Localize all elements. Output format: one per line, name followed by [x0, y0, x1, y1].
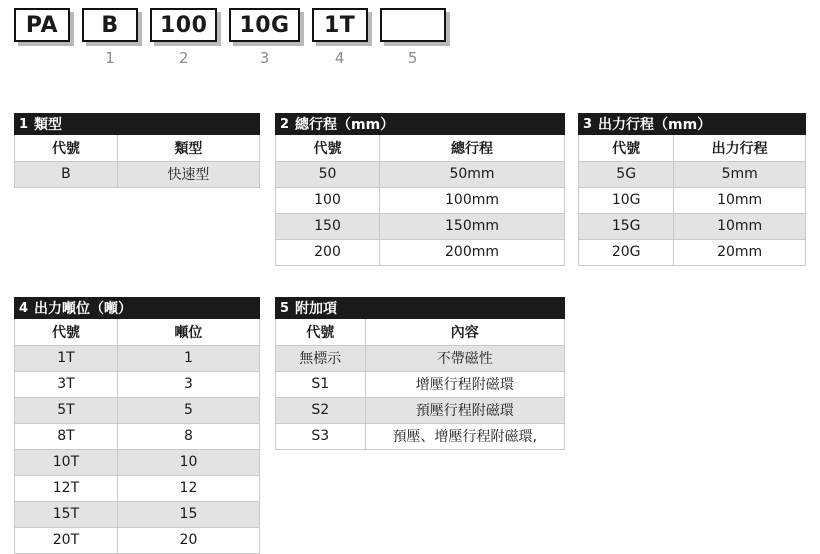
table-row	[276, 345, 565, 371]
table-column-header-row	[15, 319, 260, 345]
model-code-cell	[229, 8, 299, 67]
model-code-index: 2	[178, 49, 189, 67]
spec-table	[14, 135, 260, 188]
model-code-box	[380, 8, 446, 42]
table-cell: 不帶磁性	[365, 345, 564, 371]
table-title: 出力行程（mm）	[598, 117, 712, 133]
table-index: 2	[280, 116, 290, 132]
column-header: 代號	[15, 319, 118, 345]
table-index: 3	[583, 116, 593, 132]
table-cell: 無標示	[276, 345, 366, 371]
spec-table	[578, 135, 806, 266]
table-row	[15, 161, 260, 187]
table-cell: 50mm	[380, 161, 565, 187]
table-cell: 10T	[15, 449, 118, 475]
table-row	[15, 423, 260, 449]
table-cell: 5T	[15, 397, 118, 423]
model-code-box: 100	[150, 8, 217, 42]
spec-table-total-stroke	[275, 113, 565, 266]
table-row	[15, 397, 260, 423]
table-row	[15, 371, 260, 397]
table-cell: 1	[117, 345, 259, 371]
table-row	[276, 239, 565, 265]
model-code-box: 1T	[312, 8, 368, 42]
table-row	[15, 501, 260, 527]
table-cell: 快速型	[117, 161, 259, 187]
spec-table	[275, 135, 565, 266]
model-code-cell	[150, 8, 217, 67]
table-cell: 200mm	[380, 239, 565, 265]
table-header-bar	[14, 297, 260, 319]
table-title: 類型	[34, 117, 63, 133]
table-column-header-row	[15, 135, 260, 161]
table-cell: S1	[276, 371, 366, 397]
table-column-header-row	[276, 319, 565, 345]
table-cell: 150mm	[380, 213, 565, 239]
column-header: 類型	[117, 135, 259, 161]
table-cell: 5mm	[674, 161, 806, 187]
table-row	[276, 187, 565, 213]
model-code-row	[14, 8, 458, 67]
table-index: 1	[19, 116, 29, 132]
model-code-index: 5	[407, 49, 418, 67]
table-index: 5	[280, 300, 290, 316]
column-header: 出力行程	[674, 135, 806, 161]
model-code-box: B	[82, 8, 138, 42]
table-cell: 200	[276, 239, 380, 265]
table-cell: 20mm	[674, 239, 806, 265]
table-cell: 50	[276, 161, 380, 187]
table-cell: 15G	[579, 213, 674, 239]
table-column-header-row	[276, 135, 565, 161]
table-header-bar	[275, 113, 565, 135]
table-row	[276, 161, 565, 187]
table-cell: 預壓、增壓行程附磁環,	[365, 423, 564, 449]
table-index: 4	[19, 300, 29, 316]
model-code-index: 4	[334, 49, 345, 67]
table-row	[276, 397, 565, 423]
table-cell: 3	[117, 371, 259, 397]
spec-table-type	[14, 113, 260, 188]
table-cell: 15T	[15, 501, 118, 527]
table-cell: 5G	[579, 161, 674, 187]
table-row	[579, 213, 806, 239]
table-header-bar	[14, 113, 260, 135]
spec-table-output-tonnage	[14, 297, 260, 554]
table-row	[276, 423, 565, 449]
table-cell: 20T	[15, 527, 118, 553]
column-header: 內容	[365, 319, 564, 345]
spec-table	[14, 319, 260, 554]
table-row	[15, 475, 260, 501]
table-row	[15, 449, 260, 475]
table-cell: 12	[117, 475, 259, 501]
column-header: 總行程	[380, 135, 565, 161]
column-header: 代號	[276, 319, 366, 345]
table-title: 出力噸位（噸）	[34, 301, 133, 317]
table-cell: 100	[276, 187, 380, 213]
model-code-index: 3	[259, 49, 270, 67]
table-cell: 8	[117, 423, 259, 449]
table-column-header-row	[579, 135, 806, 161]
column-header: 代號	[276, 135, 380, 161]
table-cell: S2	[276, 397, 366, 423]
table-row	[276, 371, 565, 397]
column-header: 代號	[15, 135, 118, 161]
column-header: 代號	[579, 135, 674, 161]
column-header: 噸位	[117, 319, 259, 345]
table-cell: 1T	[15, 345, 118, 371]
model-code-cell	[312, 8, 368, 67]
model-code-cell	[82, 8, 138, 67]
table-title: 附加項	[295, 301, 338, 317]
table-cell: 3T	[15, 371, 118, 397]
model-code-cell	[14, 8, 70, 49]
spec-table-options	[275, 297, 565, 450]
spec-table-output-stroke	[578, 113, 806, 266]
table-cell: 10	[117, 449, 259, 475]
table-cell: 20G	[579, 239, 674, 265]
table-cell: 預壓行程附磁環	[365, 397, 564, 423]
spec-table	[275, 319, 565, 450]
table-cell: 8T	[15, 423, 118, 449]
model-code-index: 1	[105, 49, 115, 67]
table-cell: B	[15, 161, 118, 187]
table-cell: 15	[117, 501, 259, 527]
model-code-box: PA	[14, 8, 70, 42]
model-code-box: 10G	[229, 8, 299, 42]
table-cell: 增壓行程附磁環	[365, 371, 564, 397]
table-cell: 5	[117, 397, 259, 423]
table-row	[15, 527, 260, 553]
table-header-bar	[275, 297, 565, 319]
table-cell: 100mm	[380, 187, 565, 213]
table-cell: 10mm	[674, 187, 806, 213]
table-cell: S3	[276, 423, 366, 449]
table-cell: 10G	[579, 187, 674, 213]
table-cell: 150	[276, 213, 380, 239]
table-row	[276, 213, 565, 239]
table-cell: 12T	[15, 475, 118, 501]
table-row	[15, 345, 260, 371]
model-code-cell	[380, 8, 446, 67]
table-title: 總行程（mm）	[295, 117, 395, 133]
table-cell: 10mm	[674, 213, 806, 239]
table-cell: 20	[117, 527, 259, 553]
table-row	[579, 239, 806, 265]
table-row	[579, 161, 806, 187]
table-row	[579, 187, 806, 213]
table-header-bar	[578, 113, 806, 135]
